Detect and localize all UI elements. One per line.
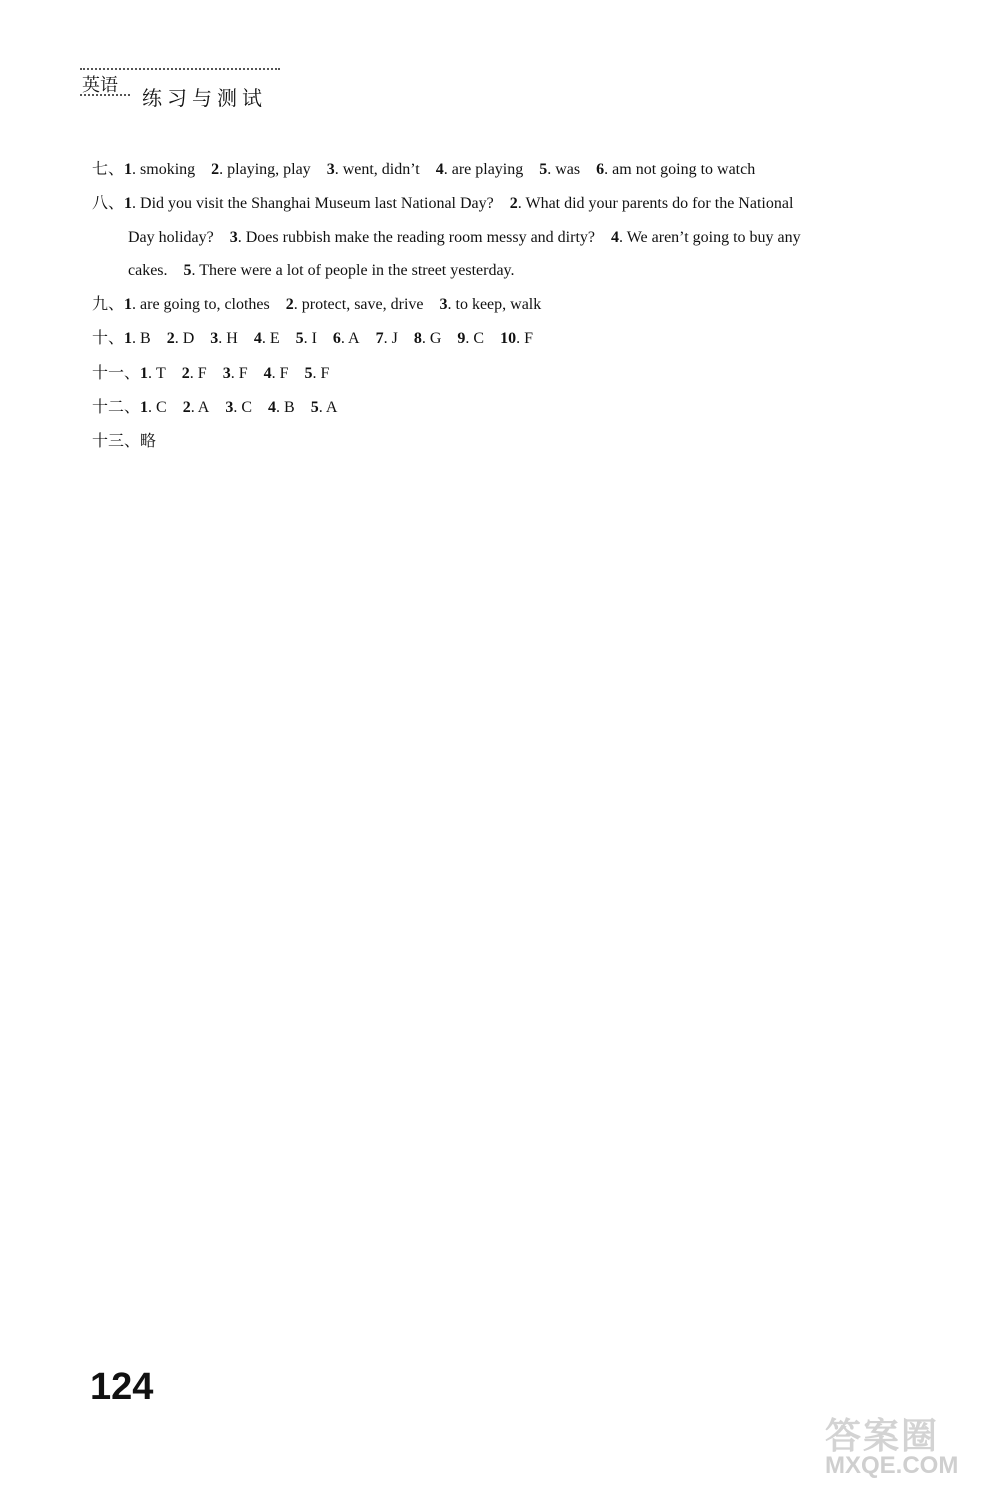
watermark-url: MXQE.COM <box>825 1452 959 1479</box>
page-number: 124 <box>90 1366 154 1408</box>
section-8-line-1: 八、1. Did you visit the Shanghai Museum last National Day? 2. What did your parents do for the National <box>92 193 794 213</box>
section-label: 八、 <box>92 193 125 213</box>
section-8 <box>92 186 942 287</box>
section-7: 七、1. smoking 2. playing, play 3. went, didn’t 4. are playing 5. was 6. am not going to watch <box>92 159 756 178</box>
section-label: 十、 <box>92 328 125 348</box>
subject-label: 英语 <box>82 75 118 96</box>
section-label: 七、 <box>92 159 125 178</box>
watermark <box>825 1408 985 1483</box>
watermark-logo-text: 答案圈 <box>825 1416 940 1457</box>
header-dotted-rule <box>80 68 280 70</box>
section-8-line-2: Day holiday? 3. Does rubbish make the reading room messy and dirty? 4. We aren’t going to buy any <box>128 228 801 246</box>
section-label: 十三、 <box>92 431 141 451</box>
section-10: 十、1. B 2. D 3. H 4. E 5. I 6. A 7. J 8. G 9. C 10. F <box>92 328 533 348</box>
section-11: 十一、1. T 2. F 3. F 4. F 5. F <box>92 362 330 382</box>
section-9: 九、1. are going to, clothes 2. protect, save, drive 3. to keep, walk <box>92 294 542 314</box>
section-label: 十二、 <box>92 397 141 417</box>
section-12: 十二、1. C 2. A 3. C 4. B 5. A <box>92 397 338 417</box>
section-label: 十一、 <box>92 362 141 382</box>
section-label: 九、 <box>92 294 125 314</box>
section-13: 十三、略 <box>92 431 157 451</box>
subject-dotted-underline <box>80 94 130 96</box>
section-8-line-3: cakes. 5. There were a lot of people in the street yesterday. <box>128 261 515 279</box>
book-series-title: 练习与测试 <box>142 86 267 110</box>
answer-key <box>92 152 942 459</box>
page-header <box>80 60 280 110</box>
